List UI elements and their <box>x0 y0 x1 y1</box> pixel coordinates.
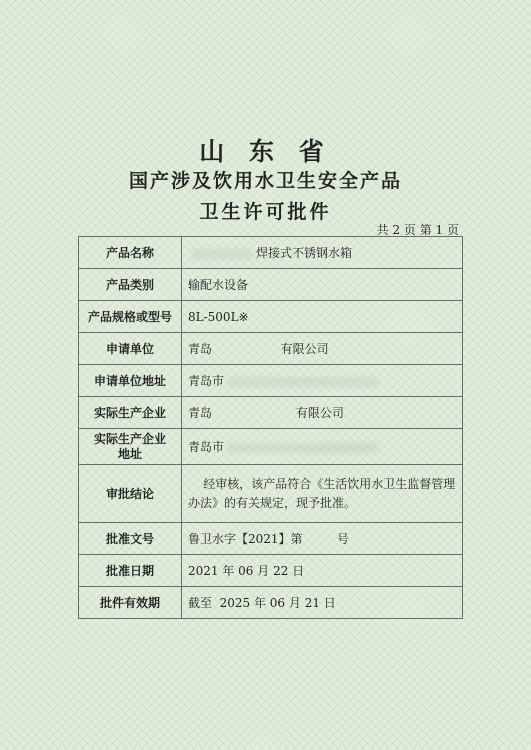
document-title-line2: 卫生许可批件 <box>199 201 332 223</box>
table-row <box>79 333 463 365</box>
row-value: 青岛 有限公司 <box>182 333 463 365</box>
table-row <box>79 397 463 429</box>
row-label: 批准日期 <box>79 555 182 587</box>
row-label: 产品规格或型号 <box>79 301 182 333</box>
row-value: 鲁卫水字【2021】第 号 <box>182 523 463 555</box>
row-value: 经审核，该产品符合《生活饮用水卫生监督管理办法》的有关规定，现予批准。 <box>182 465 463 523</box>
row-label: 申请单位 <box>79 333 182 365</box>
row-value: 截至 2025 年 06 月 21 日 <box>182 587 463 619</box>
row-value: 青岛 有限公司 <box>182 397 463 429</box>
row-value: 输配水设备 <box>182 269 463 301</box>
table-row <box>79 465 463 523</box>
row-label: 实际生产企业 地址 <box>79 429 182 465</box>
row-label: 批准文号 <box>79 523 182 555</box>
table-row <box>79 269 463 301</box>
row-label: 批件有效期 <box>79 587 182 619</box>
row-value: 2021 年 06 月 22 日 <box>182 555 463 587</box>
row-value: 焊接式不锈钢水箱 <box>182 237 463 269</box>
table-row <box>79 523 463 555</box>
table-row <box>79 237 463 269</box>
row-label: 产品类别 <box>79 269 182 301</box>
row-value: 8L-500L※ <box>182 301 463 333</box>
row-value: 青岛市 <box>182 365 463 397</box>
row-label: 产品名称 <box>79 237 182 269</box>
permit-table <box>78 236 463 619</box>
row-value: 青岛市 <box>182 429 463 465</box>
table-row <box>79 301 463 333</box>
table-row <box>79 429 463 465</box>
row-label: 实际生产企业 <box>79 397 182 429</box>
table-row <box>79 365 463 397</box>
page-indicator: 共 2 页 第 1 页 <box>376 223 459 237</box>
document-title-line1: 国产涉及饮用水卫生安全产品 <box>128 170 402 192</box>
row-label: 申请单位地址 <box>79 365 182 397</box>
table-row <box>79 555 463 587</box>
row-label: 审批结论 <box>79 465 182 523</box>
table-row <box>79 587 463 619</box>
province-title: 山 东 省 <box>199 137 332 166</box>
